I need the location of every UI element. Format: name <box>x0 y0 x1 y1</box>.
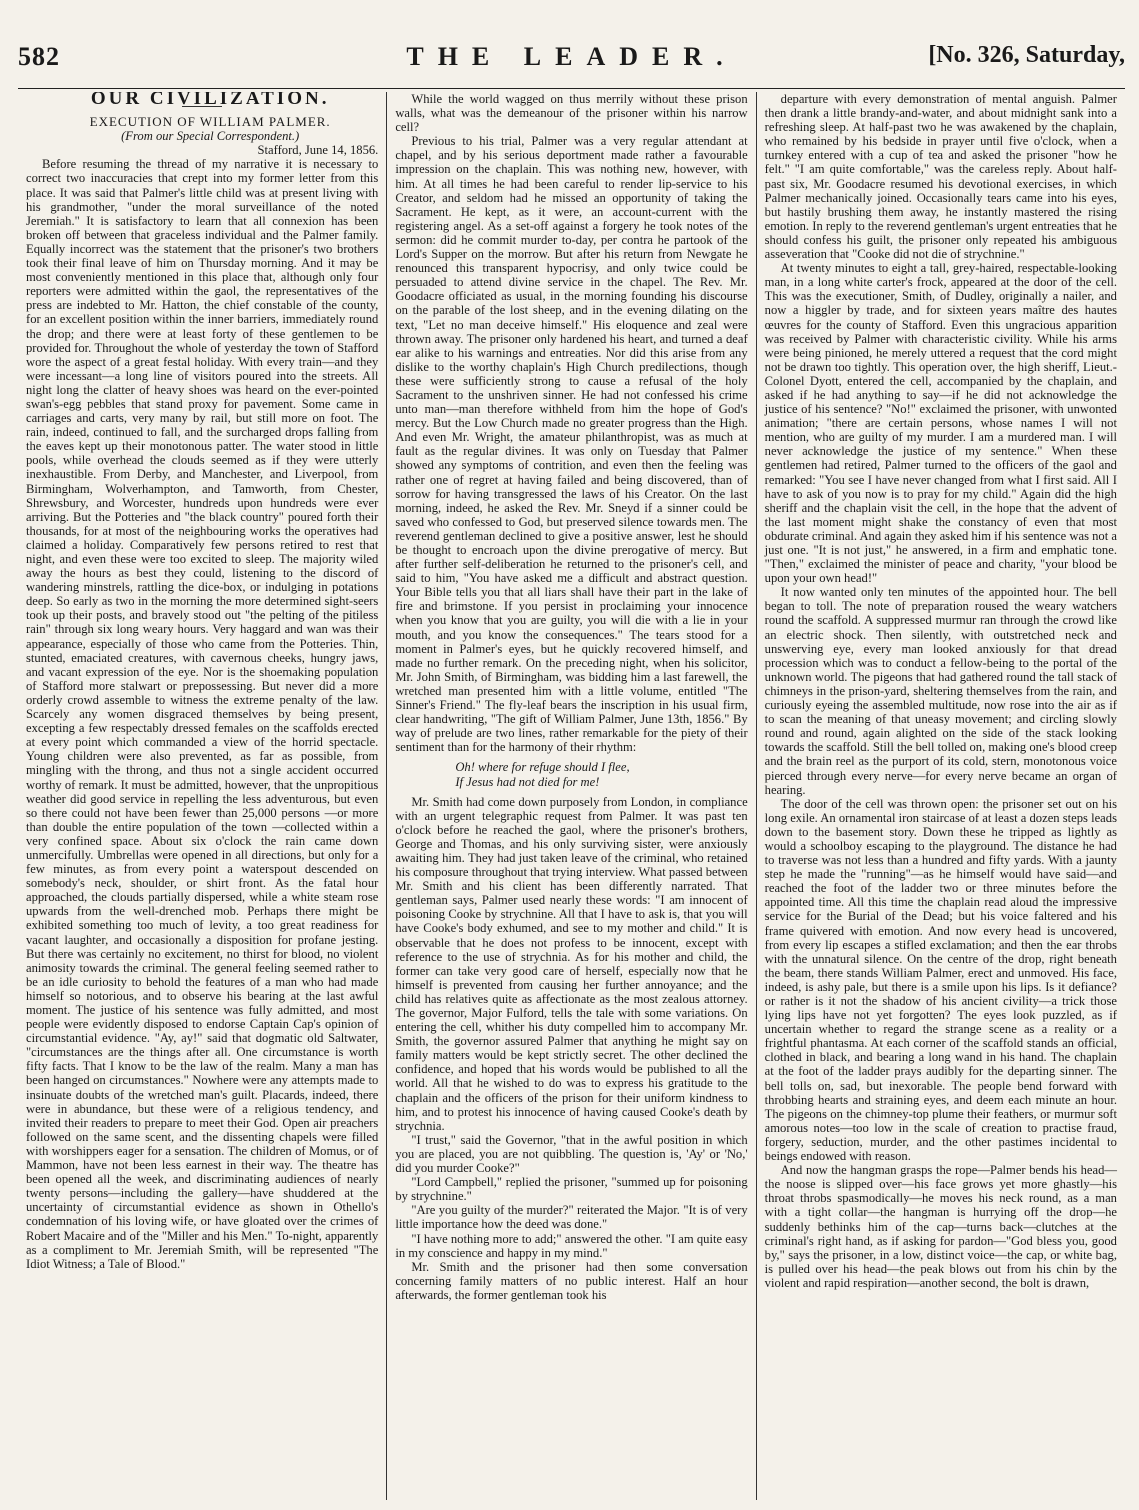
paragraph: The door of the cell was thrown open: the prisoner set out on his long exile. An ornamental iron staircase of at least a dozen steps leads down to the basement story. Down these he tripped as lightly as would a schoolboy escaping to the playground. The distance he had to traverse was not less than a hundred and fifty yards. With a jaunty step he made the "running"—as he himself would have said—and reached the foot of the ladder two or three minutes before the appointed time. All this time the chaplain read aloud the impressive service for the Burial of the Dead; but his voice faltered and his frame quivered with emotion. And now every head is uncovered, from every lip escapes a stifled exclamation; and then the ear throbs with the unnatural silence. On the centre of the drop, right beneath the beam, there stands William Palmer, erect and unmoved. His face, indeed, is ashy pale, but there is a smile upon his lips. Is it defiance? or rather is it not the shadow of his ancient civility—a trick those lying lips have not yet forgotten? The eyes look puzzled, as if uncertain whether to regard the strange scene as a reality or a frightful phantasma. At each corner of the scaffold stands an official, clothed in black, and bearing a long wand in his hand. The chaplain at the foot of the ladder prays audibly for the departing sinner. The bell tolls on, sad, but inexorable. The people bend forward with throbbing hearts and straining eyes, and deem each minute an hour. The pigeons on the chimney-top plume their feathers, or murmur soft amorous notes—too low in the scale of creation to practise fraud, forgery, seduction, murder, and the other pastimes incidental to beings endowed with reason. <box>764 796 1117 1164</box>
paragraph: At twenty minutes to eight a tall, grey-haired, respectable-looking man, in a long white carter's frock, appeared at the door of the cell. This was the executioner, Smith, of Dudley, originally a nailer, and now a higgler by trade, and for sixteen years maître des hautes œuvres for the county of Stafford. Even this ungracious apparition was received by Palmer with characteristic civility. While his arms were being pinioned, he merely uttered a request that the cord might not be drawn too tightly. This operation over, the high sheriff, Lieut.-Colonel Dyott, entered the cell, accompanied by the chaplain, and asked if he had anything to say—if he did not acknowledge the justice of his sentence? "No!" exclaimed the prisoner, with unwonted animation; "there are certain persons, whose names I will not mention, who are guilty of my murder. I am a murdered man. I will never acknowledge the justice of my sentence." When these gentlemen had retired, Palmer turned to the officers of the gaol and remarked: "You see I have never changed from what I first said. All I have to ask of you now is to pray for my child." Again did the high sheriff and the chaplain visit the cell, in the hope that the advent of the last moment might shake the constancy of even that most obdurate criminal. And again they asked him if his sentence was not a just one. "It is not just," he answered, in a firm and emphatic tone. "Then," exclaimed the minister of peace and charity, "your blood be upon your own head!" <box>764 261 1117 586</box>
section-title: OUR CIVILIZATION. <box>90 92 330 109</box>
page-number: 582 <box>18 42 60 71</box>
paragraph: Previous to his trial, Palmer was a very regular attendant at chapel, and by his serious deportment made rather a favourable impression on the chaplain. This was nothing new, however, with him. At all times he had been careful to render lip-service to his Creator, and seldom had he missed an opportunity of taking the Sacrament. He kept, as it were, an account-current with the registering angel. As a set-off against a forgery he took notes of the sermon: did he commit murder to-day, per contra he partook of the Lord's Supper on the morrow. But after his return from Newgate he renounced this transparent hypocrisy, and only twice could be persuaded to attend divine service in the chapel. The Rev. Mr. Goodacre officiated as usual, in the morning founding his discourse on the parable of the lost sheep, and in the evening dilating on the text, "Let no man deceive himself." His eloquence and zeal were thrown away. The prisoner only hardened his heart, and turned a deaf ear alike to his warnings and entreaties. Nor did this arise from any dislike to the worthy chaplain's High Church predilections, though these were sufficiently strong to cause a refusal of the holy Sacrament to the unshriven sinner. He had not confessed his crime unto man—man therefore withheld from him the hope of God's mercy. But the Low Church made no greater progress than the High. And even Mr. Wright, the amateur philanthropist, was as much at fault as the regular divines. It was only on Tuesday that Palmer showed any symptoms of contrition, and even then the feeling was rather one of regret at having failed and being discovered, than of sorrow for having transgressed the laws of his Creator. On the last morning, indeed, he asked the Rev. Mr. Sneyd if a sinner could be saved who confessed to God, but preserved silence towards men. The reverend gentleman declined to give a positive answer, lest he should be thought to encroach upon the divine prerogative of mercy. But after further self-deliberation he returned to the prisoner's cell, and said to him, "You have asked me a difficult and abstract question. Your Bible tells you that all liars shall have their part in the lake of fire and brimstone. If you persist in proclaiming your innocence when you know that you are guilty, you will die with a lie in your mouth, and you know the consequences." The tears stood for a moment in Palmer's eyes, but he quickly recovered himself, and made no further remark. On the preceding night, when his solicitor, Mr. John Smith, of Birmingham, was bidding him a last farewell, the wretched man presented him with a little volume, entitled "The Sinner's Friend." The fly-leaf bears the inscription in his usual firm, clear handwriting, "The gift of William Palmer, June 13th, 1856." By way of prelude are two lines, rather remarkable for the piety of their sentiment than for the harmony of their rhythm: <box>395 134 748 755</box>
column-3 <box>756 92 1125 1500</box>
masthead-title: THE LEADER. <box>406 42 737 71</box>
paragraph: "I have nothing more to add;" answered the other. "I am quite easy in my conscience and happy in my mind." <box>395 1231 748 1260</box>
paragraph: "Are you guilty of the murder?" reiterated the Major. "It is of very little importance how the deed was done." <box>395 1203 748 1232</box>
page-header <box>18 40 1125 86</box>
paragraph: While the world wagged on thus merrily without these prison walls, what was the demeanour of the prisoner within his narrow cell? <box>395 92 748 135</box>
article-dateline: Stafford, June 14, 1856. <box>257 143 379 158</box>
paragraph: Mr. Smith and the prisoner had then some conversation concerning family matters of no public interest. Half an hour afterwards, the former gentleman took his <box>395 1259 748 1302</box>
paragraph: Mr. Smith had come down purposely from London, in compliance with an urgent telegraphic request from Palmer. It was past ten o'clock before he reached the gaol, where the prisoner's brothers, George and Thomas, and his only surviving sister, were anxiously awaiting him. They had just taken leave of the criminal, who retained his composure throughout that trying interview. What passed between Mr. Smith and his client has been differently narrated. That gentleman says, Palmer used nearly these words: "I am innocent of poisoning Cooke by strychnine. All that I have to ask is, that you will have Cooke's body exhumed, and see to my mother and child." It is observable that he does not profess to be innocent, except with reference to the use of strychnia. As for his mother and child, the former can take very good care of herself, especially now that he himself is prevented from causing her further annoyance; and the child has relatives quite as affectionate as the most zealous attorney. The governor, Major Fulford, tells the tale with some variations. On entering the cell, whither his duty compelled him to accompany Mr. Smith, the governor assured Palmer that anything he might say on family matters would be kept strictly secret. The other declined the confidence, and hoped that his words would be published to all the world. All that he wished to do was to express his gratitude to the chaplain and the officers of the prison for their uniform kindness to him, and to protest his innocence of having caused Cooke's death by strychnia. <box>395 794 748 1133</box>
paragraph: "Lord Campbell," replied the prisoner, "summed up for poisoning by strychnine." <box>395 1175 748 1204</box>
article-title: EXECUTION OF WILLIAM PALMER. <box>89 114 331 130</box>
column-1 <box>18 92 386 1500</box>
paragraph: It now wanted only ten minutes of the appointed hour. The bell began to toll. The note of preparation roused the weary watchers round the scaffold. A suppressed murmur ran through the crowd like an electric shock. Then silently, with outstretched neck and unswerving eye, every man looked anxiously for that dread procession which was to conduct a fellow-being to the portal of the unknown world. The pigeons that had gathered round the tall stack of chimneys in the prison-yard, sheltering themselves from the rain, and curiously eyeing the assembled multitude, now rose into the air as if to scan the meaning of that uneasy movement; and circling slowly round and round, again alighted on the side of the stack looking towards the scaffold. Still the bell tolled on, making one's blood creep and the brain reel as the purport of its cold, stern, monotonous voice pierced through every nerve—for every nerve became an organ of hearing. <box>764 585 1117 797</box>
paragraph: departure with every demonstration of mental anguish. Palmer then drank a little brandy-and-water, and about midnight sank into a refreshing sleep. At half-past two he was awakened by the chaplain, who remained by his bedside in prayer until five o'clock, when a turnkey entered with a cup of tea and asked the prisoner "how he felt." "I am quite comfortable," was the careless reply. About half-past six, Mr. Goodacre resumed his devotional exercises, in which Palmer mechanically joined. Occasionally tears came into his eyes, but hastily brushing them away, he instantly mastered the rising emotion. In reply to the reverend gentleman's urgent entreaties that he should confess his guilt, the prisoner only repeated his ambiguous asseveration that "Cooke did not die of strychnine." <box>764 92 1117 262</box>
verse-line: If Jesus had not died for me! <box>455 774 600 789</box>
paragraph: And now the hangman grasps the rope—Palmer bends his head—the noose is slipped over—his face grows yet more ghastly—his throat throbs spasmodically—he moves his neck round, as a man with a tight collar—the hangman is hurrying off the drop—he suddenly bethinks him of the cap—turns back—clutches at the criminal's right hand, as if asking for pardon—"God bless you, good by," says the prisoner, in a low, distinct voice—the cap, or white bag, is pulled over his head—the peak blows out from his chin by the violent and rapid respiration—another second, the bolt is drawn, <box>764 1163 1117 1290</box>
header-rule <box>18 88 1125 89</box>
verse-line: Oh! where for refuge should I flee, <box>455 760 630 775</box>
column-2 <box>386 92 755 1500</box>
paragraph: Before resuming the thread of my narrative it is necessary to correct two inaccuracies that crept into my former letter from this place. It was said that Palmer's little child was at present living with his grandmother, "under the moral surveillance of the noted Jeremiah." It is satisfactory to learn that all connexion has been broken off between that graceless individual and the Palmer family. Equally incorrect was the statement that the prisoner's two brothers took their final leave of him on Thursday morning. And it may be most conveniently mentioned in this place that, although only four reporters were admitted within the gaol, the representatives of the press are indebted to Mr. Hatton, the chief constable of the county, for an excellent position within the inner barriers, immediately round the drop; and there were at least forty of these gentlemen to be provided for. Throughout the whole of yesterday the town of Stafford wore the aspect of a great festal holiday. With every train—and they were incessant—a long line of visitors poured into the streets. All night long the clatter of heavy shoes was heard on the ever-pointed swan's-egg pebbles that stand proxy for pavement. Some came in carriages and carts, very many by rail, but still more on foot. The rain, indeed, continued to fall, and the surcharged drops falling from the eaves kept up their monotonous patter. The water stood in little pools, while overhead the clouds seemed as if they were utterly inexhaustible. From Derby, and Manchester, and Liverpool, from Birmingham, Wolverhampton, and Tamworth, from Chester, Shrewsbury, and Worcester, hundreds upon hundreds were ever arriving. But the Potteries and "the black country" poured forth their thousands, for at most of the neighbouring works the operatives had claimed a holiday. Comparatively few persons retired to rest that night, and even these were too excited to sleep. The majority wiled away the hours as best they could, listening to the discord of wandering minstrels, rattling the dice-box, or indulging in potations deep. So early as two in the morning the more determined sight-seers took up their posts, and bravely stood out "the pelting of the pitiless rain" through six long weary hours. Very haggard and wan was their appearance, especially of those who came from the Potteries. Thin, stunted, emaciated creatures, with cavernous cheeks, hungry jaws, and vacant expression of the eye. Nor is the shoemaking population of Stafford more stalwart or prepossessing. But never did a more orderly crowd assemble to witness the extreme penalty of the law. Scarcely any women disgraced themselves by being present, excepting a few respectably dressed females on the scaffolds erected at every point which commanded a view of the horrid spectacle. Young children were also prevented, as far as possible, from mingling with the throng, and thus not a single accident occurred worthy of remark. It must be admitted, however, that the unpropitious weather did good service in repelling the less adventurous, but even so there could not have been fewer than 25,000 persons —or more than double the entire population of the town —collected within a very confined space. About six o'clock the rain came down unmercifully. Umbrellas were opened in all directions, but only for a few minutes, as from every point a waterspout descended on somebody's neck, shoulder, or shirt front. As the fatal hour approached, the clouds partially dispersed, while a white steam rose upwards from the well-drenched mob. Perhaps there might be exhibited something too much of levity, a too great readiness for vacant laughter, and occasionally a disposition for profane jesting. But there was certainly no excitement, no thirst for blood, no violent animosity towards the criminal. The general feeling seemed rather to be an idle curiosity to behold the features of a man who had made himself so notorious, and to observe his bearing at the last awful moment. The justice of his sentence was fully admitted, and most people were evidently disposed to endorse Captain Cap's opinion of circumstantial evidence. "Ay, ay!" said that dogmatic old Saltwater, "circumstances are the things after all. One circumstance is worth fifty facts. That I know to be the law of the realm. Many a man has been hanged on circumstances." Nowhere were any attempts made to insinuate doubts of the wretched man's guilt. Placards, indeed, there were in abundance, but these were of a religious tendency, and invited their readers to prepare to meet their God. Open air preachers followed on the same scent, and the dissenting chapels were filled with worshippers eager for a sensation. The children of Momus, or of Mammon, have not been less earnest in their way. The theatre has been opened all the week, and discriminating audiences of nearly twenty persons—including the gallery—have shuddered at the uncertainty of circumstantial evidence as shown in Othello's condemnation of his loving wife, or have gloated over the crimes of Robert Macaire and of the "Miller and his Men." To-night, apparently as a compliment to Mr. Jeremiah Smith, will be represented "The Idiot Witness; a Tale of Blood." <box>26 157 379 1271</box>
verse <box>395 760 747 788</box>
paragraph: "I trust," said the Governor, "that in the awful position in which you are placed, you are not quibbling. The question is, 'Ay' or 'No,' did you murder Cooke?" <box>395 1132 748 1176</box>
article-byline: (From our Special Correspondent.) <box>121 129 300 144</box>
issue-number: [No. 326, Saturday, <box>928 42 1125 68</box>
columns <box>18 92 1125 1500</box>
